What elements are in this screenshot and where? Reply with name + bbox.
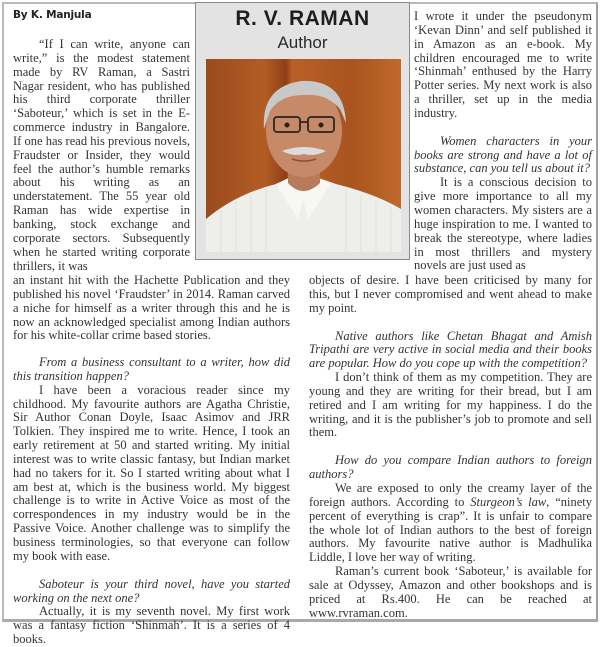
question-foreign-authors: How do you compare Indian authors to foreign authors? <box>309 453 592 482</box>
intro-wide <box>13 274 290 343</box>
answer-text: , “ninety percent of everything is crap”. It is unfair to compare the whole lot of Indian authors to the best of foreign authors. My favourite native author is Madhulika Liddle, I love her way of writing. <box>309 494 592 565</box>
question-women-characters: Women characters in your books are strong and have a lot of substance, can you tell us about it? <box>414 133 592 176</box>
continuation-shinmah: I wrote it under the pseudonym ‘Kevan Dinn’ and self published it in Amazon as an e-book. My children encouraged me to write ‘Shinmah’ enthused by the Harry Potter series. My next work is also a thriller, set up in the media industry. <box>414 9 592 120</box>
answer-foreign-authors <box>309 482 592 565</box>
answer-native-authors: I don’t think of them as my competition. They are young and they are writing for their bread, but I am retired and I am writing for my happiness. I do the writing, and it is the publisher’s job to promote and sell them. <box>309 370 592 440</box>
question-native-authors: Native authors like Chetan Bhagat and Amish Tripathi are very active in social media and their books are popular. How do you cope up with the competition? <box>309 328 592 371</box>
question-next-novel: Saboteur is your third novel, have you started working on the next one? <box>13 576 290 605</box>
closing-paragraph: Raman’s current book ‘Saboteur,’ is available for sale at Odyssey, Amazon and other bookshops and is priced at Rs.400. He can be reached at www.rvraman.com. <box>309 564 592 620</box>
portrait-illustration-icon <box>206 59 401 252</box>
answer-women-characters-end: objects of desire. I have been criticised by many for this, but I never compromised and went ahead to make my point. <box>309 273 592 315</box>
answer-next-novel: Actually, it is my seventh novel. My first work was a fantasy fiction ‘Shinmah’. It is a series of 4 books. <box>13 604 290 647</box>
intro-paragraph: “If I can write, anyone can write,” is the modest statement made by RV Raman, a Sastri Nagar resident, who has published his third corporate thriller ‘Saboteur,’ which is set in the E-commerce industry in Bangalore. If one has read his previous novels, Fraudster or Insider, they would feel the author’s humble remarks about his writing as an understatement. The 55 year old Raman has wide expertise in banking, stock exchange and corporate sectors. Subsequently when he started writing corporate thrillers, it was <box>13 37 190 273</box>
profile-card <box>195 2 410 260</box>
author-portrait <box>206 59 401 252</box>
profile-role: Author <box>277 33 328 52</box>
sturgeons-law: Sturgeon’s law <box>470 494 547 509</box>
byline: By K. Manjula <box>13 9 92 21</box>
right-column <box>309 274 592 620</box>
intro-continuation: an instant hit with the Hachette Publication and they published his novel ‘Fraudster’ in 2014. Raman carved a niche for himself as a writer through this and he is now an acknowledged specialist among Indian authors for his white-collar crime based stories. <box>13 273 290 343</box>
intro-narrow <box>13 38 190 273</box>
right-top-narrow <box>414 10 592 273</box>
answer-women-characters-start: It is a conscious decision to give more importance to all my women characters. My sisters are a huge inspiration to me. I wanted to break the stereotype, where ladies in most thrillers and mystery novels are just used as <box>414 175 592 273</box>
left-column <box>13 356 290 647</box>
profile-name: R. V. RAMAN <box>235 7 370 30</box>
question-transition: From a business consultant to a writer, how did this transition happen? <box>13 355 290 383</box>
answer-transition: I have been a voracious reader since my childhood. My favourite authors are Agatha Christie, Sir Author Conan Doyle, Isaac Asimov and JRR Tolkien. They inspired me to write. Hence, I took an early retirement at 50 and started writing. My initial interest was to write classic fantasy, but Indian market had no takers for it. So I started writing about what I am best at, which is the business world. My biggest challenge is to write in Active Voice as most of the correspondences in my industry would be in the Passive Voice. Another challenge was to simplify the business terminologies, so that everyone can follow my book with ease. <box>13 382 290 563</box>
answer-text: We are exposed to only the creamy layer of the foreign authors. According to <box>309 480 592 509</box>
